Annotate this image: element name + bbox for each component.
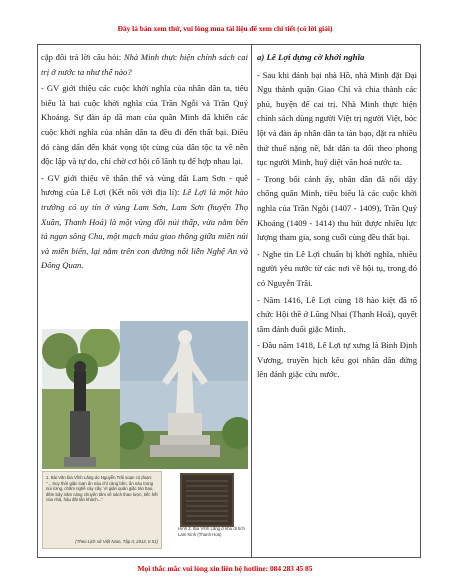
text-italic: Nhà Minh thực hiện chính sách cai trị ở nước ta như thế nào?	[41, 52, 248, 77]
preview-banner: Đây là bản xem thử, vui lòng mua tài liệu để xem chi tiết (có lời giải)	[117, 24, 333, 33]
quote-caption-box	[42, 471, 162, 549]
right-paragraph: - Năm 1416, Lê Lợi cùng 18 hào kiệt đã tổ chức Hội thề ở Lũng Nhai (Thanh Hoá), quyết tâm đánh đuổi giặc Minh.	[257, 294, 417, 334]
section-heading: a) Lê Lợi dựng cờ khởi nghĩa	[257, 52, 365, 62]
right-paragraph: - Sau khi đánh bại nhà Hồ, nhà Minh đặt Đại Ngu thành quận Giao Chỉ và chia thành các phủ, huyện để cai trị. Nhà Minh thực hiện chính sách dùng người Việt trị người Việt, bóc lột và đàn áp nhân dân ta tàn bạo, đặt ra nhiều thứ thuế nặng nề, bắt dân ta đổi theo phong tục người Minh, huỷ diệt văn hoá nước ta.	[257, 69, 417, 168]
hotline-banner: Mọi thắc mắc vui lòng xin liên hệ hotline: 084 283 45 85	[137, 564, 313, 573]
statue-garden-photo	[42, 329, 120, 469]
figure-collage	[42, 321, 248, 553]
left-paragraph-1	[41, 50, 248, 79]
text-normal: cặp đôi trả lời câu hỏi:	[41, 52, 124, 62]
quote-text: 1. Bài Văn bia Vĩnh Lăng do Nguyễn Trãi soạn có đoạn: "... Suy thời giặc loạn ẩn náu chỉ càng bền, ẩn náu trong núi rừng, chăm nghề cày cấy. Vì giận quân giặc tàn bạo, đêm bảy năm càng chuyên tâm về sách thao lược, tiếc hết của nhà, hậu đãi tân khách..."	[46, 475, 158, 503]
text-italic: Lê Lợi là một hào trưởng có uy tín ở vùng Lam Sơn, Lam Sơn (huyện Thọ Xuân, Thanh Hoá) là một vùng đồi núi thấp, vừa nằm bên tả ngạn sông Chu, một mạch máu giao thông giữa miền núi và miền biển, lại nằm trên con đường nối liền Nghệ An và Đông Quan.	[41, 187, 248, 271]
left-paragraph-2: - GV giới thiệu các cuộc khởi nghĩa của nhân dân ta, tiêu biểu là hai cuộc khởi nghĩa của Trần Ngỗi và Trần Quý Khoáng. Sự đàn áp dã man của quân Minh đã khiến các cuộc khởi nghĩa của nhân dân ta đều đi đến thất bại. Điều đó càng dấn đến khát vọng tột cùng của dân tộc ta về nền độc lập và tự do, chỉ chờ cơ hội cố lãnh tụ để hợp nhau lại.	[41, 83, 248, 167]
content-table	[37, 44, 421, 558]
text-normal: - GV giới thiệu về thân thế và vùng đất Lam Sơn - quê hương của Lê Lợi (Kết nối với địa lí):	[41, 172, 248, 198]
right-paragraph: - Trong bối cảnh ấy, nhân dân đã nổi dậy chống quân Minh, tiêu biểu là các cuộc khởi nghĩa của Trần Ngỗi (1407 - 1409), Trần Quý Khoáng (1409 - 1414) thu hút được nhiều lực lượng tham gia, song cuối cùng đều thất bại.	[257, 173, 417, 243]
right-paragraph: - Đầu năm 1418, Lê Lợi tự xưng là Bình Định Vương, truyền hịch kêu gọi nhân dân đứng lên đánh giặc cứu nước.	[257, 340, 417, 380]
left-column	[41, 50, 248, 275]
right-paragraph: - Nghe tin Lê Lợi chuẩn bị khởi nghĩa, nhiều người yêu nước từ các nơi về hội tụ, trong đó có Nguyễn Trãi.	[257, 248, 417, 288]
left-paragraph-3	[41, 171, 248, 273]
quote-source: (Theo Lịch sử Việt Nam, Tập II, 2012, tr.51)	[75, 539, 158, 545]
stele-photo	[180, 473, 234, 527]
column-divider	[251, 45, 252, 557]
figure-caption: Hình 2. Bia Vĩnh Lăng ở khu di tích Lam Kinh (Thanh Hoá)	[178, 526, 245, 537]
le-loi-statue-photo	[120, 321, 248, 469]
right-column	[257, 50, 417, 384]
